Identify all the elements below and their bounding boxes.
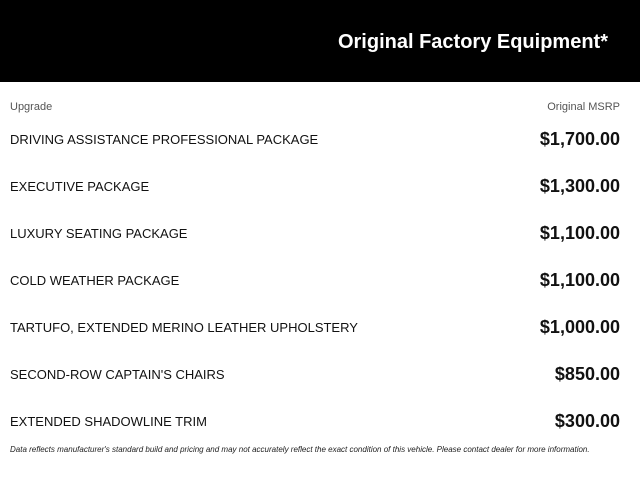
upgrade-price: $1,300.00: [539, 176, 620, 196]
upgrade-name: EXECUTIVE PACKAGE: [10, 179, 150, 194]
upgrade-name: EXTENDED SHADOWLINE TRIM: [10, 414, 207, 429]
upgrade-name: COLD WEATHER PACKAGE: [10, 273, 180, 288]
table-row: [10, 116, 620, 163]
upgrade-price: $1,000.00: [539, 317, 620, 337]
upgrade-name: DRIVING ASSISTANCE PROFESSIONAL PACKAGE: [10, 132, 319, 147]
upgrade-price: $850.00: [554, 364, 620, 384]
table-row: [10, 398, 620, 445]
disclaimer-text: Data reflects manufacturer's standard build and pricing and may not accurately reflect the exact condition of this vehicle. Please contact dealer for more information.: [10, 445, 590, 454]
upgrade-price: $1,100.00: [539, 223, 620, 243]
table-row: [10, 210, 620, 257]
upgrade-name: TARTUFO, EXTENDED MERINO LEATHER UPHOLSTERY: [10, 320, 358, 335]
upgrade-price: $1,100.00: [539, 270, 620, 290]
upgrade-price: $300.00: [554, 411, 620, 431]
page-title: Original Factory Equipment*: [337, 31, 608, 53]
table-row: [10, 257, 620, 304]
column-header-upgrade: Upgrade: [10, 101, 53, 113]
equipment-list: [10, 116, 620, 445]
table-row: [10, 163, 620, 210]
header-bar: [0, 0, 640, 82]
table-row: [10, 351, 620, 398]
column-headers: [10, 100, 620, 114]
upgrade-price: $1,700.00: [539, 129, 620, 149]
column-header-msrp: Original MSRP: [547, 101, 620, 113]
table-row: [10, 304, 620, 351]
upgrade-name: SECOND-ROW CAPTAIN'S CHAIRS: [10, 367, 225, 382]
upgrade-name: LUXURY SEATING PACKAGE: [10, 226, 188, 241]
